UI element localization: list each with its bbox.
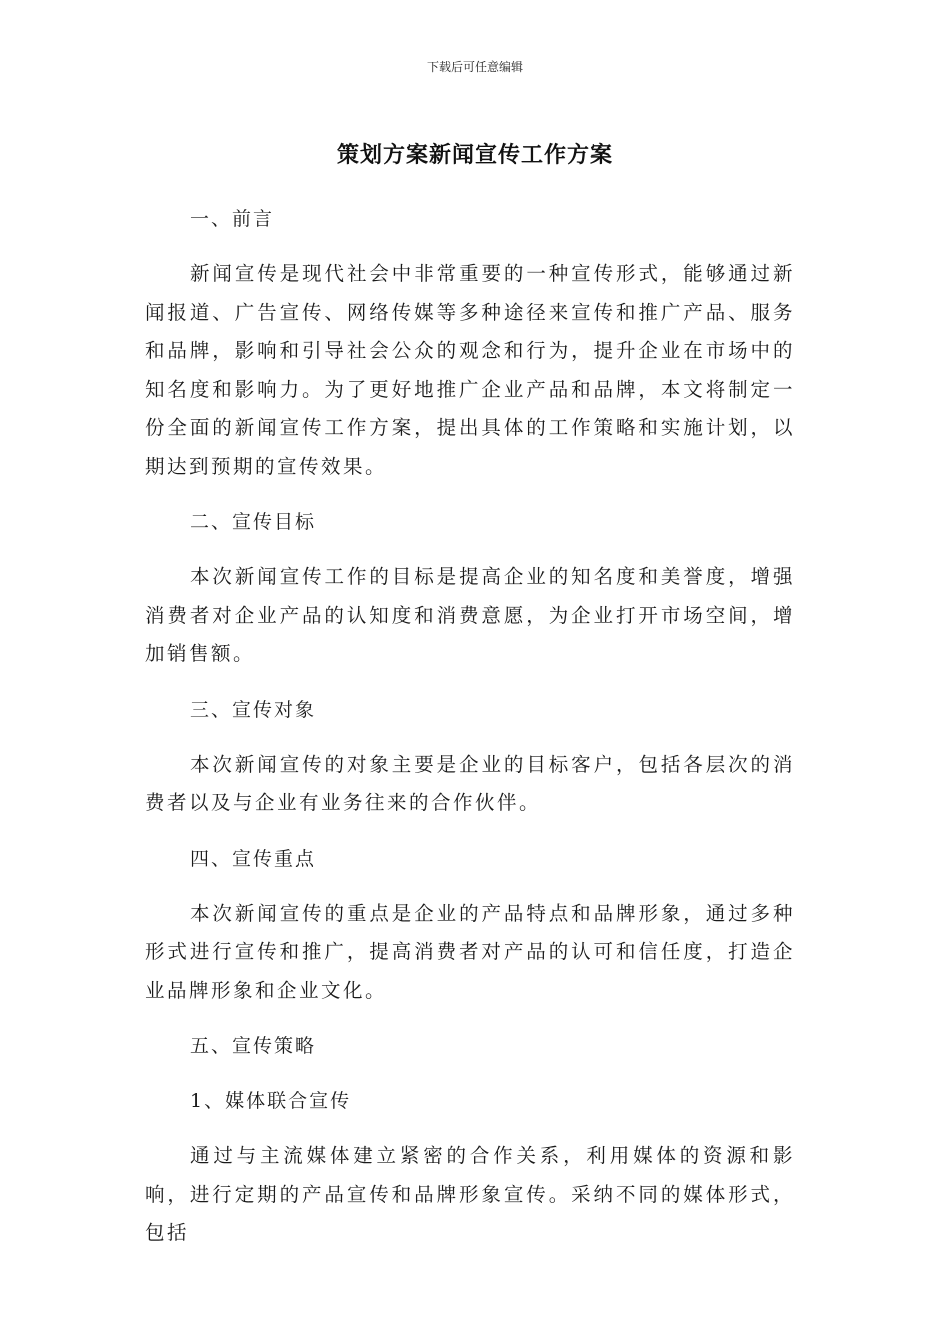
document-title: 策划方案新闻宣传工作方案: [336, 143, 613, 168]
section-paragraph-goal: 本次新闻宣传工作的目标是提高企业的知名度和美誉度，增强消费者对企业产品的认知度和消费意愿，为企业打开市场空间，增加销售额。: [145, 565, 795, 665]
page-header-note: 下载后可任意编辑: [426, 60, 523, 74]
document-body: [145, 200, 795, 1270]
subsection-heading-media: 1、媒体联合宣传: [190, 1090, 352, 1112]
subsection-paragraph-media: 通过与主流媒体建立紧密的合作关系，利用媒体的资源和影响，进行定期的产品宣传和品牌形象宣传。采纳不同的媒体形式，包括: [145, 1144, 795, 1244]
section-heading-goal: 二、宣传目标: [190, 511, 317, 533]
section-heading-strategy: 五、宣传策略: [190, 1035, 317, 1057]
section-paragraph-focus: 本次新闻宣传的重点是企业的产品特点和品牌形象，通过多种形式进行宣传和推广，提高消费者对产品的认可和信任度，打造企业品牌形象和企业文化。: [145, 901, 795, 1002]
section-paragraph-preface: 新闻宣传是现代社会中非常重要的一种宣传形式，能够通过新闻报道、广告宣传、网络传媒等多种途径来宣传和推广产品、服务和品牌，影响和引导社会公众的观念和行为，提升企业在市场中的知名度和影响力。为了更好地推广企业产品和品牌，本文将制定一份全面的新闻宣传工作方案，提出具体的工作策略和实施计划，以期达到预期的宣传效果。: [145, 262, 795, 478]
section-heading-focus: 四、宣传重点: [190, 847, 317, 870]
section-paragraph-audience: 本次新闻宣传的对象主要是企业的目标客户，包括各层次的消费者以及与企业有业务往来的合作伙伴。: [145, 752, 795, 814]
section-heading-audience: 三、宣传对象: [190, 698, 317, 721]
section-heading-preface: 一、前言: [190, 208, 275, 230]
